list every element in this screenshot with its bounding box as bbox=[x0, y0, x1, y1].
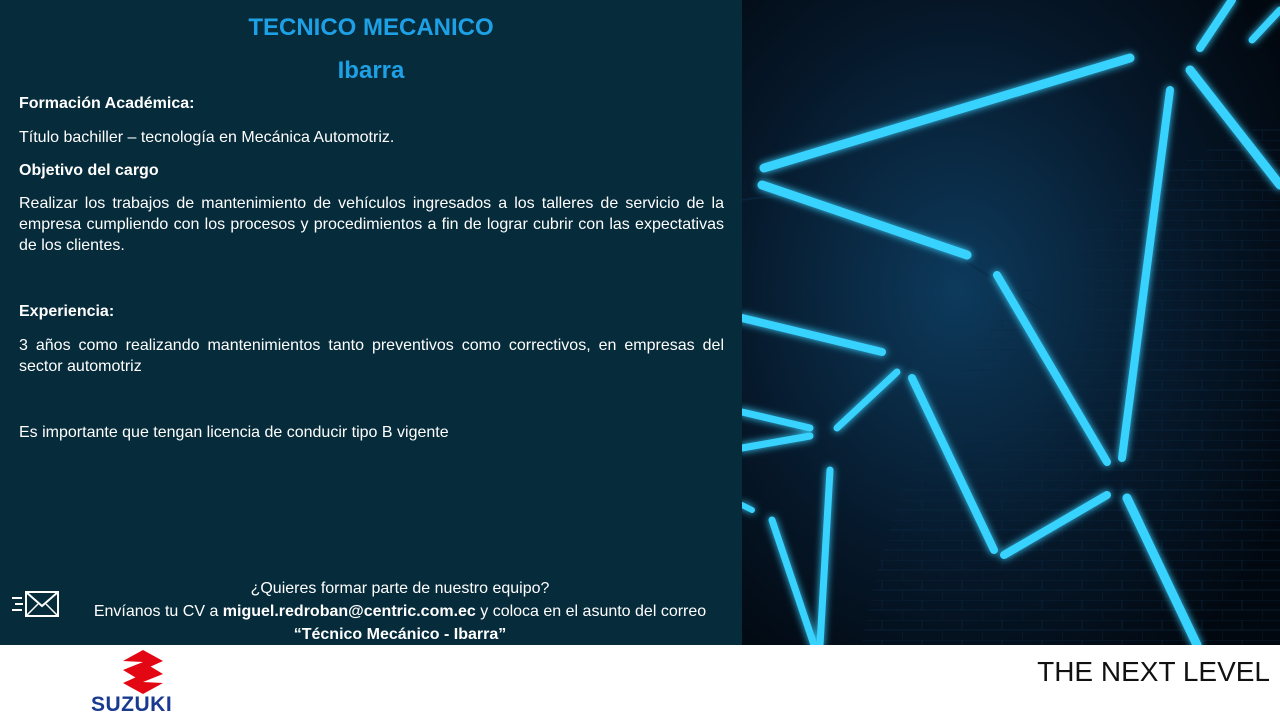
contact-line bbox=[60, 601, 740, 622]
contact-subject: “Técnico Mecánico - Ibarra” bbox=[293, 626, 507, 643]
mail-icon bbox=[10, 588, 62, 622]
experiencia-label: Experiencia: bbox=[19, 303, 115, 320]
contact-prefix: Envíanos tu CV a bbox=[93, 603, 223, 620]
experiencia-text: 3 años como realizando mantenimientos tanto preventivos como correctivos, en empresas del sector automotriz bbox=[19, 337, 724, 375]
job-location: Ibarra bbox=[337, 57, 405, 84]
objetivo-text: Realizar los trabajos de mantenimiento de vehículos ingresados a los talleres de servicio de la empresa cumpliendo con los procesos y procedimientos a fin de lograr cubrir con las expectativas de los clientes. bbox=[19, 195, 724, 254]
contact-email[interactable]: miguel.redroban@centric.com.ec bbox=[222, 603, 476, 620]
slogan: THE NEXT LEVEL bbox=[1037, 656, 1270, 687]
objetivo-label: Objetivo del cargo bbox=[19, 162, 159, 179]
formacion-text: Título bachiller – tecnología en Mecánica Automotriz. bbox=[19, 129, 395, 146]
licencia-text: Es importante que tengan licencia de conducir tipo B vigente bbox=[19, 424, 449, 441]
formacion-label: Formación Académica: bbox=[19, 95, 195, 112]
suzuki-s-logo bbox=[117, 648, 169, 696]
job-title: TECNICO MECANICO bbox=[248, 14, 494, 41]
neon-photo bbox=[742, 0, 1280, 645]
contact-question: ¿Quieres formar parte de nuestro equipo? bbox=[250, 580, 550, 597]
contact-suffix: y coloca en el asunto del correo bbox=[475, 603, 707, 620]
brand-name: SUZUKI bbox=[91, 693, 173, 716]
neon-lights-image bbox=[742, 0, 1280, 645]
